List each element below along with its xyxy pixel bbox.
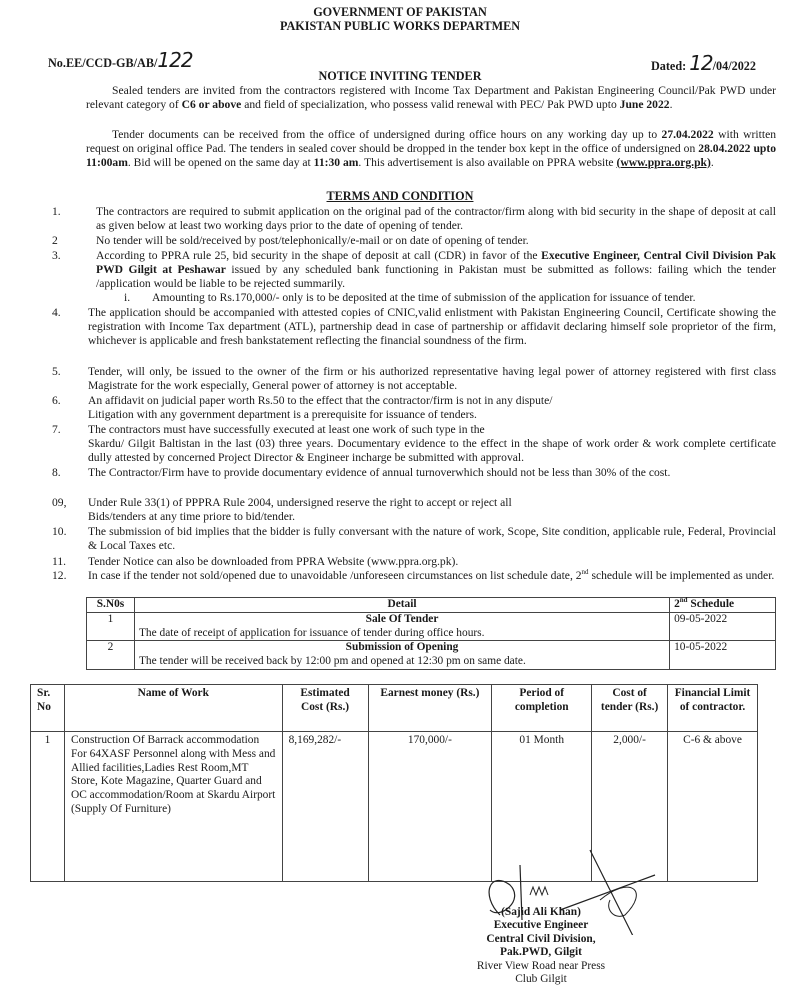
term-item — [52, 569, 776, 583]
term-item — [52, 525, 776, 553]
intro-text: Tender documents can be received from the office of undersigned during office hours on any working day up to — [112, 128, 662, 141]
dated-handwritten: 12 — [689, 51, 713, 75]
dated-label: Dated: — [650, 59, 687, 73]
term-text — [88, 496, 776, 524]
col-header-earnest-money: Earnest money (Rs.) — [368, 685, 492, 732]
term-number: 3. — [52, 249, 61, 262]
term-item — [52, 496, 776, 524]
cell-detail — [134, 612, 669, 641]
term-number: 8. — [52, 466, 61, 479]
term-item — [52, 365, 776, 393]
schedule-num: 2 — [674, 598, 680, 610]
term-text-part: In case if the tender not sold/opened due to unavoidable /unforeseen circumstances on list schedule date, 2 — [88, 569, 582, 582]
term-number: 5. — [52, 365, 61, 378]
submission-datetime: 28.04.2022 upto 11:00am — [86, 141, 776, 169]
term-text: The Contractor/Firm have to provide documentary evidence of annual turnoverwhich should not be less than 30% of the cost. — [88, 466, 671, 479]
schedule-header-row — [87, 598, 776, 613]
ordinal-suffix: nd — [679, 596, 688, 605]
signatory-designation: Executive Engineer — [493, 919, 589, 932]
detail-title: Sale Of Tender — [365, 612, 439, 625]
sub-term-number: i. — [124, 291, 131, 305]
term-number: 09, — [52, 496, 67, 509]
term-text-part: schedule will be implemented as under. — [588, 569, 775, 582]
cell-cost-of-tender: 2,000/- — [592, 732, 668, 882]
notice-title: NOTICE INVITING TENDER — [318, 69, 482, 83]
term-text: The submission of bid implies that the bidder is fully conversant with the nature of work, Scope, Site condition, applicable rule, Federal, Provincial & Local Taxes etc. — [88, 525, 776, 552]
signatory-address-line1: River View Road near Press — [476, 959, 606, 972]
intro-paragraph-2 — [86, 128, 776, 169]
term-text-line: An affidavit on judicial paper worth Rs.50 to the effect that the contractor/firm is not in any dispute/ — [88, 394, 553, 407]
intro-text: . Bid will be opened on the same day at — [127, 155, 314, 169]
government-heading: GOVERNMENT OF PAKISTAN — [313, 5, 487, 19]
term-number: 12. — [52, 569, 67, 582]
col-header-estimated-cost: Estimated Cost (Rs.) — [282, 685, 368, 732]
signatory-office: Pak.PWD, Gilgit — [500, 946, 582, 959]
cell-name-of-work: Construction Of Barrack accommodation For 64XASF Personnel along with Mess and Allied facilities,Ladies Rest Room,MT Store, Kote Magazine, Quarter Guard and OC accommodation/Room at Skardu Airport (Supply Of Furniture) — [64, 732, 282, 882]
col-header-detail: Detail — [134, 598, 669, 613]
table-row — [87, 612, 776, 641]
col-header-sr-no: Sr. No — [31, 685, 65, 732]
cell-estimated-cost: 8,169,282/- — [282, 732, 368, 882]
term-item — [52, 234, 776, 248]
detail-description: The tender will be received back by 12:00 pm and opened at 12:30 pm on same date. — [138, 655, 526, 668]
col-header-cost-of-tender: Cost of tender (Rs.) — [592, 685, 668, 732]
term-number: 1. — [52, 205, 61, 218]
intro-text: . — [669, 97, 673, 111]
department-heading: PAKISTAN PUBLIC WORKS DEPARTMEN — [279, 19, 521, 33]
sub-term-text: Amounting to Rs.170,000/- only is to be deposited at the time of submission of the application for issuance of tender. — [152, 291, 696, 305]
table-row — [87, 641, 776, 670]
term-text: No tender will be sold/received by post/telephonically/e-mail or on date of opening of tender. — [96, 234, 529, 247]
category-emphasis: C6 or above — [181, 97, 242, 111]
term-number: 4. — [52, 306, 61, 319]
signatory-division: Central Civil Division, — [486, 932, 596, 945]
term-text — [88, 569, 776, 583]
reference-number — [48, 48, 193, 72]
dated-suffix: /04/2022 — [712, 59, 756, 73]
cell-period: 01 Month — [492, 732, 592, 882]
intro-text: . — [710, 155, 714, 169]
term-text: Tender Notice can also be downloaded from PPRA Website (www.ppra.org.pk). — [88, 555, 459, 568]
term-text-part: According to PPRA rule 25, bid security in the shape of deposit at call (CDR) in favor of the — [96, 249, 542, 262]
signatory-name: (Sajid Ali Khan) — [501, 906, 581, 918]
col-header-schedule — [670, 598, 776, 613]
term-text-part: issued by any scheduled bank functioning in Pakistan must be submitted as follows: failing which the tender /application would be liable to be rejected summarily. — [96, 262, 776, 290]
cell-detail — [134, 641, 669, 670]
cell-date: 10-05-2022 — [670, 641, 776, 670]
intro-text: with written request on original office Pad. The tenders in sealed cover should be dropped in the tender box kept in the office of undersigned on — [86, 128, 777, 155]
term-number: 6. — [52, 394, 61, 407]
work-header-row — [31, 685, 758, 732]
term-number: 10. — [52, 525, 67, 538]
cell-sno: 1 — [87, 612, 135, 641]
sub-term — [124, 291, 776, 305]
term-text-line: Under Rule 33(1) of PPPRA Rule 2004, undersigned reserve the right to accept or reject all — [88, 496, 512, 509]
term-item — [52, 423, 776, 464]
col-header-sno: S.N0s — [87, 598, 135, 613]
term-text — [96, 249, 776, 290]
col-header-financial-limit: Financial Limit of contractor. — [668, 685, 758, 732]
detail-title: Submission of Opening — [345, 641, 459, 654]
term-item — [52, 306, 776, 347]
schedule-label: Schedule — [687, 598, 735, 610]
term-text — [88, 423, 776, 464]
col-header-name-of-work: Name of Work — [64, 685, 282, 732]
term-number: 7. — [52, 423, 61, 436]
cell-date: 09-05-2022 — [670, 612, 776, 641]
ppra-website-link[interactable]: (www.ppra.org.pk) — [616, 155, 711, 169]
validity-emphasis: June 2022 — [619, 97, 670, 111]
cell-earnest-money: 170,000/- — [368, 732, 492, 882]
cell-sno: 2 — [87, 641, 135, 670]
term-item — [52, 205, 776, 233]
detail-description: The date of receipt of application for issuance of tender during office hours. — [138, 626, 485, 639]
signature-block — [466, 906, 616, 986]
signatory-address-line2: Club Gilgit — [515, 973, 567, 986]
term-text: The contractors are required to submit application on the original pad of the contractor/firm along with bid security in the shape of deposit at call as given below at least two working days prior to the date of opening of tender. — [96, 205, 776, 232]
intro-paragraph-1 — [86, 84, 776, 112]
schedule-table — [86, 597, 776, 670]
cell-financial-limit: C-6 & above — [668, 732, 758, 882]
opening-time: 11:30 am — [313, 155, 359, 169]
deadline-date: 27.04.2022 — [661, 128, 714, 141]
cell-sr: 1 — [31, 732, 65, 882]
intro-text: . This advertisement is also available on PPRA website — [358, 155, 617, 169]
ordinal-suffix: nd — [581, 568, 589, 577]
reference-handwritten: 122 — [157, 48, 193, 72]
term-number: 11. — [52, 555, 67, 568]
payee-emphasis: Executive Engineer, Central Civil Division Pak PWD Gilgit at Peshawar — [96, 249, 776, 276]
term-text: The application should be accompanied with attested copies of CNIC,valid enlistment with Pakistan Engineering Council, Certificate showing the registration with Income Tax department (ATL), partnership dead in case of partnership or affidavit declaring himself sole proprietor of the firm, whichever is applicable and fresh bankstatement reflecting the financial soundness of the firm. — [88, 306, 776, 347]
term-text-line: The contractors must have successfully executed at least one work of such type in the — [88, 423, 485, 436]
term-text — [88, 394, 776, 422]
terms-heading: TERMS AND CONDITION — [326, 189, 474, 203]
col-header-period: Period of completion — [492, 685, 592, 732]
term-item — [52, 555, 776, 569]
term-text-line: Bids/tenders at any time priore to bid/tender. — [88, 509, 296, 523]
term-item — [52, 466, 776, 480]
term-number: 2 — [52, 234, 58, 247]
reference-prefix: No.EE/CCD-GB/AB/ — [48, 56, 158, 70]
term-text: Tender, will only, be issued to the owner of the firm or his authorized representative having legal power of attorney registered with first class Magistrate for the work especially, General power of attorney is not acceptable. — [88, 365, 776, 392]
term-item — [52, 249, 776, 305]
term-item — [52, 394, 776, 422]
term-text-line: Litigation with any government department is a prerequisite for issuance of tenders. — [88, 407, 477, 421]
intro-text: and field of specialization, who possess valid renewal with PEC/ Pak PWD upto — [241, 97, 620, 111]
intro-text: Sealed tenders are invited from the contractors registered with Income Tax Department and Pakistan Engineering Council/Pak PWD under relevant category of — [86, 84, 776, 111]
term-text-line: Skardu/ Gilgit Baltistan in the last (03) three years. Documentary evidence to the effect in the shape of work order & work complete certificate dully attested by concerned Project Director & Engineer incharge be submitted with approval. — [88, 436, 776, 464]
